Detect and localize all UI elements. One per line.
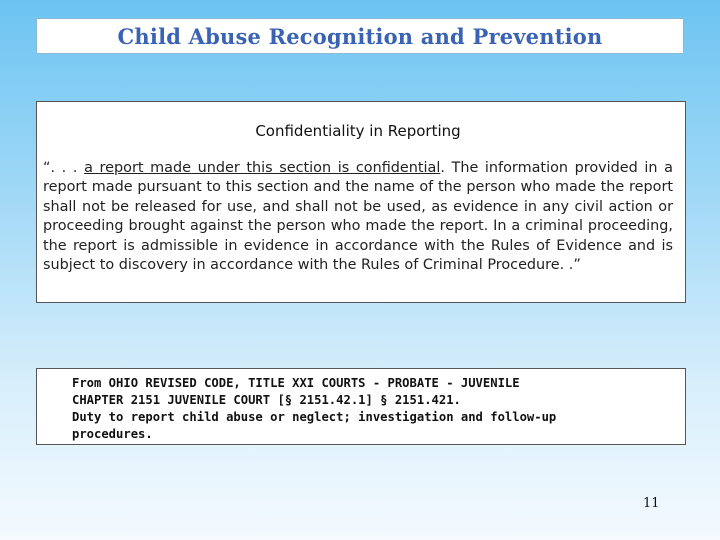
slide-title: Child Abuse Recognition and Prevention [117,23,603,49]
source-citation-panel [36,368,686,445]
quote-underlined-phrase: a report made under this section is confidential [84,160,441,176]
source-line: Duty to report child abuse or neglect; investigation and follow-up [72,410,557,424]
quote-heading: Confidentiality in Reporting [255,122,461,140]
quote-opening: “. . . [43,160,85,176]
source-line: CHAPTER 2151 JUVENILE COURT [§ 2151.42.1] § 2151.421. [72,393,461,407]
source-line: From OHIO REVISED CODE, TITLE XXI COURTS - PROBATE - JUVENILE [72,376,520,390]
quote-body [43,159,673,275]
quote-panel [36,101,686,303]
page-number: 11 [643,496,660,511]
title-banner [36,18,684,54]
source-line: procedures. [72,427,153,441]
quote-remainder: . The information provided in a report made pursuant to this section and the name of the person who made the report shall not be released for use, and shall not be used, as evidence in any civil action or proceeding brought against the person who made the report. In a criminal proceeding, the report is admissible in evidence in accordance with the Rules of Evidence and is subject to discovery in accordance with the Rules of Criminal Procedure. .” [43,160,674,274]
